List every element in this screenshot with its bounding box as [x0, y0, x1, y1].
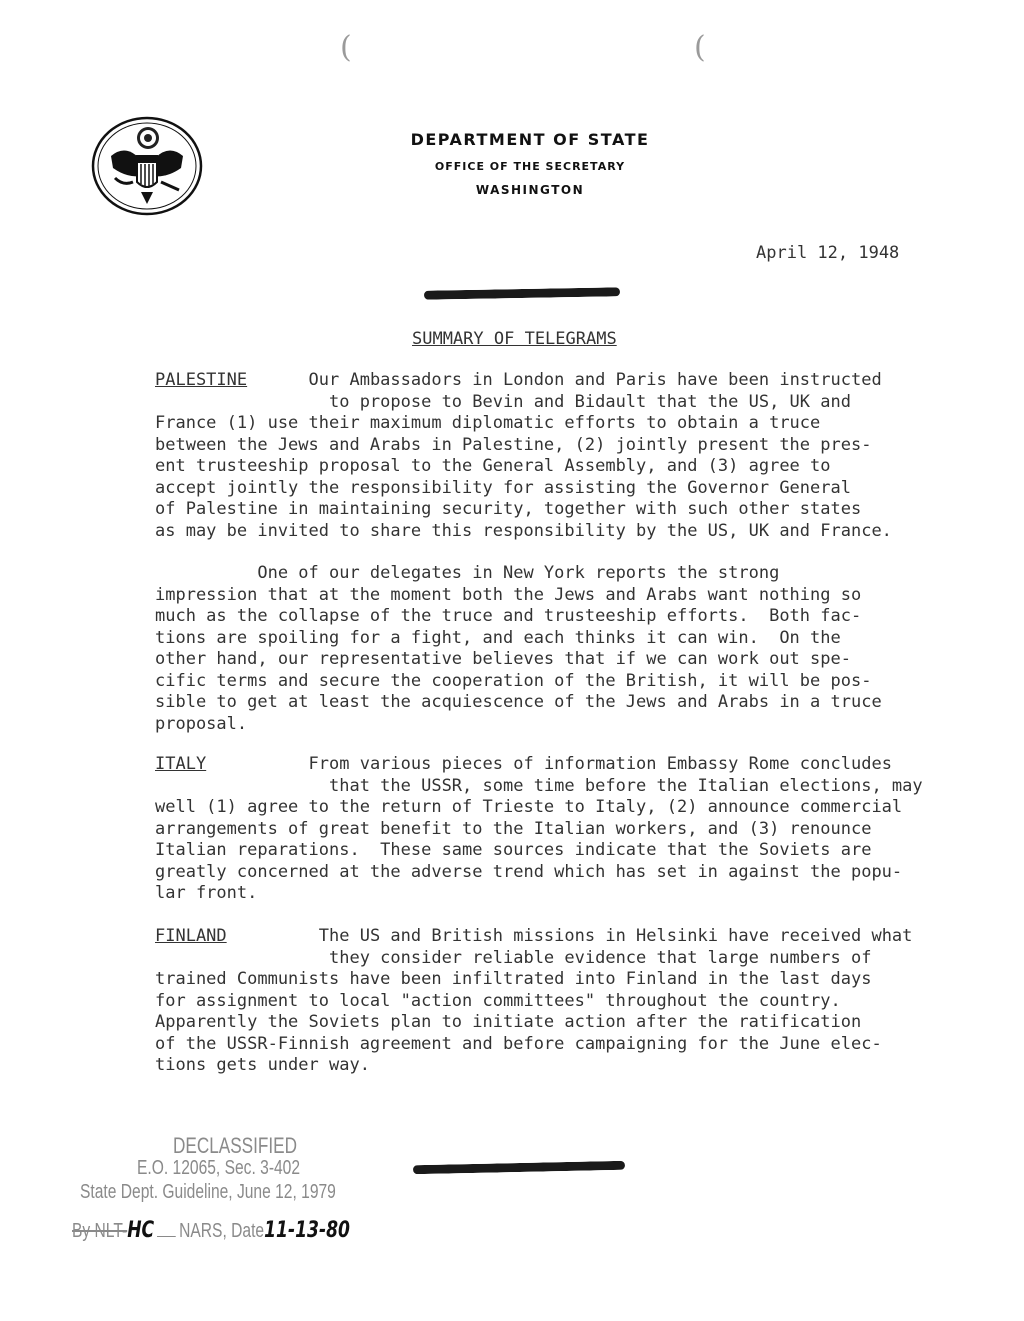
text-line: proposal. — [155, 713, 248, 734]
section-palestine-continued — [155, 563, 882, 735]
text-line: France (1) use their maximum diplomatic efforts to obtain a truce — [155, 413, 821, 433]
text-line: PALESTINE Our Ambassadors in London and Paris have been instructed — [155, 370, 882, 390]
text-line: of Palestine in maintaining security, together with such other states — [155, 499, 862, 519]
declassified-stamp-guideline: State Dept. Guideline, June 12, 1979 — [80, 1181, 336, 1203]
hole-punch-mark: ( — [694, 30, 706, 65]
document-heading: SUMMARY OF TELEGRAMS — [412, 329, 617, 349]
hole-punch-mark: ( — [340, 30, 352, 65]
section-heading: ITALY — [155, 754, 207, 774]
text-line: well (1) agree to the return of Trieste to Italy, (2) announce commercial — [155, 797, 903, 817]
text-line: for assignment to local "action committees" throughout the country. — [155, 990, 841, 1011]
text-line: other hand, our representative believes that if we can work out spe- — [155, 649, 851, 669]
text-line: tions gets under way. — [155, 1055, 370, 1075]
text-line: they consider reliable evidence that large numbers of — [155, 947, 872, 968]
text-line: ent trusteeship proposal to the General Assembly, and (3) agree to — [155, 456, 831, 476]
letterhead-office: OFFICE OF THE SECRETARY — [434, 160, 626, 173]
text-line: as may be invited to share this responsibility by the US, UK and France. — [155, 520, 892, 541]
declassification-date: 11-13-80 — [264, 1218, 350, 1243]
text-line: FINLAND The US and British missions in Helsinki have received what — [155, 926, 913, 946]
text-line: Italian reparations. These same sources indicate that the Soviets are — [155, 840, 872, 860]
text-line: accept jointly the responsibility for assisting the Governor General — [155, 477, 851, 498]
text-line: ITALY From various pieces of information Embassy Rome concludes — [155, 754, 892, 774]
text-line: cific terms and secure the cooperation of the British, it will be pos- — [155, 670, 872, 691]
text-line: One of our delegates in New York reports the strong — [155, 563, 780, 583]
text-line: greatly concerned at the adverse trend which has set in against the popu- — [155, 861, 903, 882]
text-line: trained Communists have been infiltrated into Finland in the last days — [155, 969, 872, 989]
text-line: sible to get at least the acquiescence of the Jews and Arabs in a truce — [155, 692, 882, 712]
section-heading: FINLAND — [155, 926, 227, 946]
reviewer-initials: HC — [127, 1218, 155, 1243]
by-label: By NLT- — [72, 1220, 128, 1242]
text-line: Apparently the Soviets plan to initiate action after the ratification — [155, 1012, 862, 1032]
section-italy — [155, 754, 923, 905]
text-line: to propose to Bevin and Bidault that the US, UK and — [155, 391, 851, 412]
section-heading: PALESTINE — [155, 370, 248, 390]
declassified-stamp-authority: E.O. 12065, Sec. 3-402 — [137, 1157, 301, 1179]
letterhead-city: WASHINGTON — [475, 183, 585, 197]
text-line: of the USSR-Finnish agreement and before campaigning for the June elec- — [155, 1033, 882, 1054]
section-palestine — [155, 370, 892, 542]
nars-label: NARS, Date — [179, 1220, 265, 1242]
declassified-stamp-signature-line — [72, 1218, 350, 1243]
text-line: much as the collapse of the truce and trusteeship efforts. Both fac- — [155, 606, 862, 626]
text-line: arrangements of great benefit to the Italian workers, and (3) renounce — [155, 818, 872, 839]
declassified-stamp-title: DECLASSIFIED — [173, 1133, 297, 1158]
text-line: between the Jews and Arabs in Palestine, (2) jointly present the pres- — [155, 434, 872, 455]
section-finland — [155, 926, 912, 1077]
text-line: tions are spoiling for a fight, and each thinks it can win. On the — [155, 627, 841, 648]
redacted-classification-bottom — [413, 1161, 625, 1174]
text-line: that the USSR, some time before the Italian elections, may — [155, 775, 923, 796]
redacted-classification-top — [424, 287, 620, 299]
letterhead-department: DEPARTMENT OF STATE — [410, 130, 650, 149]
text-line: lar front. — [155, 883, 258, 903]
text-line: impression that at the moment both the Jews and Arabs want nothing so — [155, 584, 862, 605]
great-seal-icon — [91, 116, 203, 216]
document-date: April 12, 1948 — [756, 243, 900, 263]
